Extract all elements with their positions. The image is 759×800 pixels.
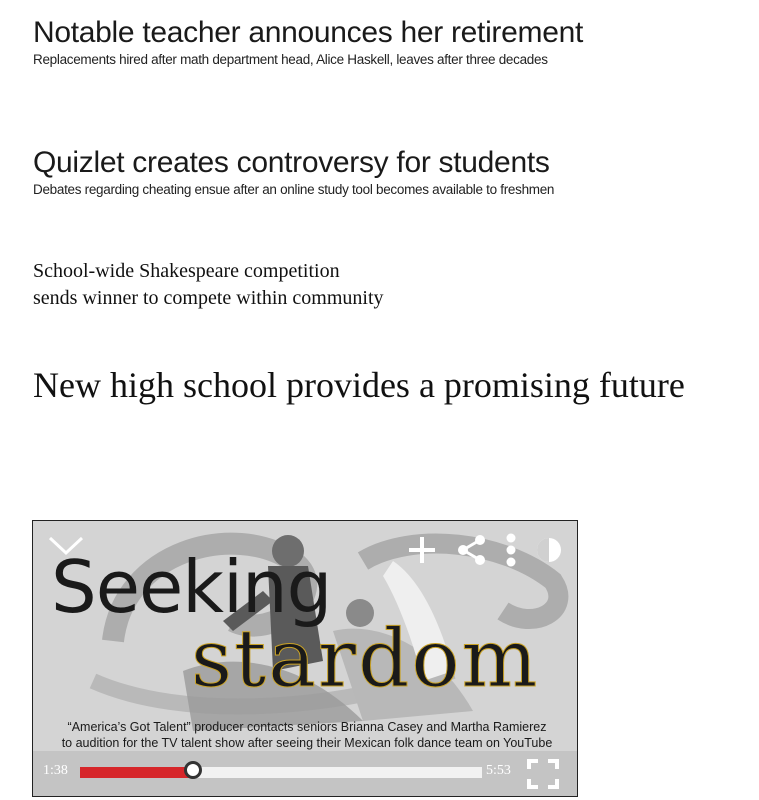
story-quizlet-subhead: Debates regarding cheating ensue after an online study tool becomes available to freshmen: [33, 182, 555, 197]
story-new-school-headline[interactable]: New high school provides a promising future: [33, 365, 685, 405]
story-retirement-subhead: Replacements hired after math department head, Alice Haskell, leaves after three decades: [33, 52, 548, 67]
share-icon[interactable]: [455, 534, 487, 566]
progress-handle[interactable]: [184, 761, 202, 779]
more-vertical-icon[interactable]: [505, 533, 517, 567]
video-title-word2: stardom: [191, 612, 540, 705]
video-player[interactable]: [32, 520, 578, 797]
fullscreen-icon[interactable]: [527, 759, 559, 789]
video-toolbar: [407, 533, 563, 567]
video-caption-line2: to audition for the TV talent show after seeing their Mexican folk dance team on YouTube: [61, 736, 553, 750]
story-quizlet-headline[interactable]: Quizlet creates controversy for students: [33, 146, 550, 179]
video-caption: [47, 719, 567, 751]
story-retirement-headline[interactable]: Notable teacher announces her retirement: [33, 16, 584, 49]
progress-fill: [80, 767, 193, 778]
duration: 5:53: [486, 763, 511, 778]
video-caption-line1: “America’s Got Talent” producer contacts seniors Brianna Casey and Martha Ramierez: [67, 720, 547, 734]
story-shakespeare-line1[interactable]: School-wide Shakespeare competition: [33, 260, 340, 282]
progress-track[interactable]: [80, 767, 482, 778]
story-shakespeare-line2[interactable]: sends winner to compete within community: [33, 287, 384, 309]
half-circle-icon[interactable]: [535, 536, 563, 564]
plus-icon[interactable]: [407, 535, 437, 565]
current-time: 1:38: [43, 763, 68, 778]
video-title-word1: Seeking: [51, 545, 332, 629]
